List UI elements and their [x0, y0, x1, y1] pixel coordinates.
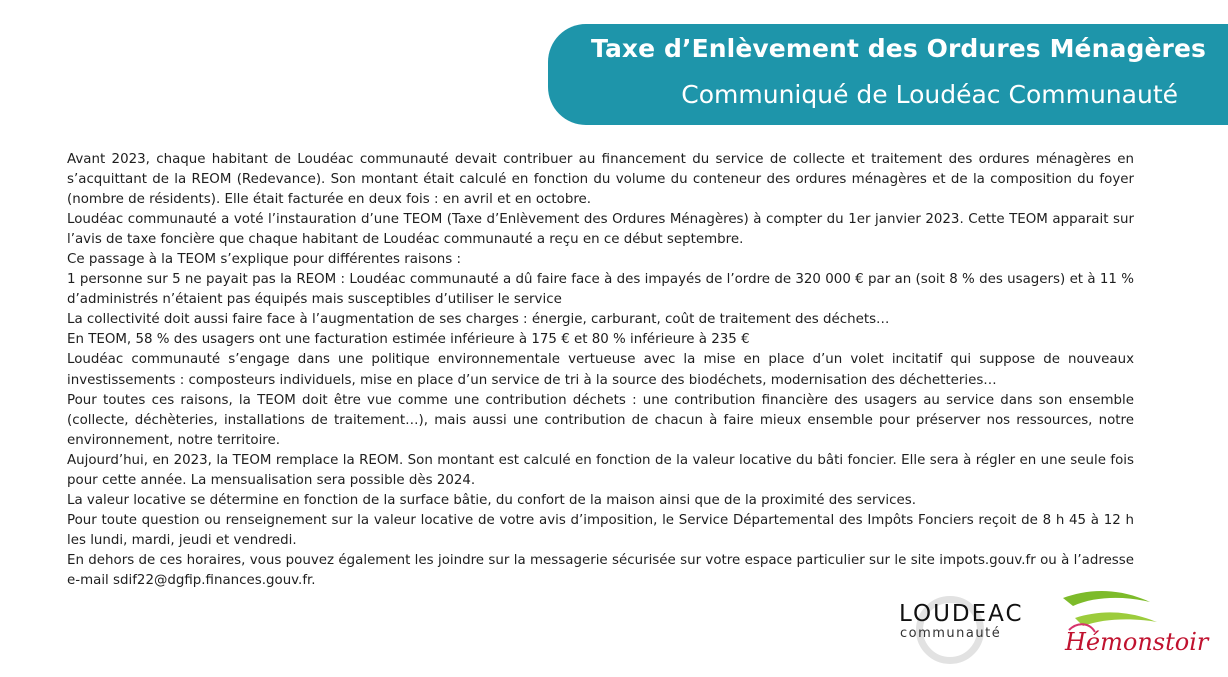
paragraph-reasons-intro: Ce passage à la TEOM s’explique pour différentes raisons :	[67, 252, 462, 268]
header-banner	[548, 24, 1228, 125]
page-subtitle: Communiqué de Loudéac Communauté	[681, 80, 1178, 109]
hemonstoir-logo	[1055, 588, 1209, 670]
hemonstoir-logo-leaf-top	[1063, 591, 1150, 606]
paragraph-contribution: Pour toutes ces raisons, la TEOM doit être vue comme une contribution déchets : une contribution financière des usagers au service dans son ensemble (collecte, déchèteries, installations de traitement…), mais aussi une contribution de chacun à faire mieux ensemble pour préserver nos ressources, notre environnement, notre territoire.	[67, 392, 1134, 448]
paragraph-online-contact: En dehors de ces horaires, vous pouvez également les joindre sur la messagerie sécurisée sur votre espace particulier sur le site impots.gouv.fr ou à l’adresse e-mail sdif22@dgfip.finances.gouv.fr.	[67, 552, 1134, 588]
paragraph-teom-vote: Loudéac communauté a voté l’instauration d’une TEOM (Taxe d’Enlèvement des Ordures Ménagères) à compter du 1er janvier 2023. Cette TEOM apparait sur l’avis de taxe foncière que chaque habitant de Loudéac communauté a reçu en ce début septembre.	[67, 212, 1134, 248]
page-title: Taxe d’Enlèvement des Ordures Ménagères	[591, 34, 1206, 63]
paragraph-unpaid: 1 personne sur 5 ne payait pas la REOM : Loudéac communauté a dû faire face à des impayés de l’ordre de 320 000 € par an (soit 8 % des usagers) et à 11 % d’administrés n’étaient pas équipés mais susceptibles d’utiliser le service	[67, 272, 1134, 308]
paragraph-rental-value: La valeur locative se détermine en fonction de la surface bâtie, du confort de la maison ainsi que de la proximité des services.	[67, 492, 916, 508]
paragraph-2023-change: Aujourd’hui, en 2023, la TEOM remplace la REOM. Son montant est calculé en fonction de la valeur locative du bâti foncier. Elle sera à régler en une seule fois pour cette année. La mensualisation sera possible dès 2024.	[67, 452, 1134, 488]
paragraph-reom-history: Avant 2023, chaque habitant de Loudéac communauté devait contribuer au financement du service de collecte et traitement des ordures ménagères en s’acquittant de la REOM (Redevance). Son montant était calculé en fonction du volume du conteneur des ordures ménagères et de la composition du foyer (nombre de résidents). Elle était facturée en deux fois : en avril et en octobre.	[67, 152, 1134, 208]
paragraph-billing-estimate: En TEOM, 58 % des usagers ont une facturation estimée inférieure à 175 € et 80 % inférieure à 235 €	[67, 332, 750, 348]
loudeac-logo-name: LOUDEAC	[899, 601, 1024, 627]
loudeac-logo-subtitle: communauté	[900, 626, 1002, 641]
communique-body	[67, 150, 1134, 591]
paragraph-environment: Loudéac communauté s’engage dans une politique environnementale vertueuse avec la mise en place d’un volet incitatif qui suppose de nouveaux investissements : composteurs individuels, mise en place d’un service de tri à la source des biodéchets, modernisation des déchetteries…	[67, 352, 1134, 388]
hemonstoir-logo-wordmark: Hémonstoir	[1065, 628, 1209, 656]
paragraph-charges: La collectivité doit aussi faire face à l’augmentation de ses charges : énergie, carburant, coût de traitement des déchets…	[67, 312, 890, 328]
hemonstoir-logo-leaf-middle	[1075, 612, 1157, 626]
paragraph-contact-hours: Pour toute question ou renseignement sur la valeur locative de votre avis d’imposition, le Service Départemental des Impôts Fonciers reçoit de 8 h 45 à 12 h les lundi, mardi, jeudi et vendredi.	[67, 512, 1134, 548]
